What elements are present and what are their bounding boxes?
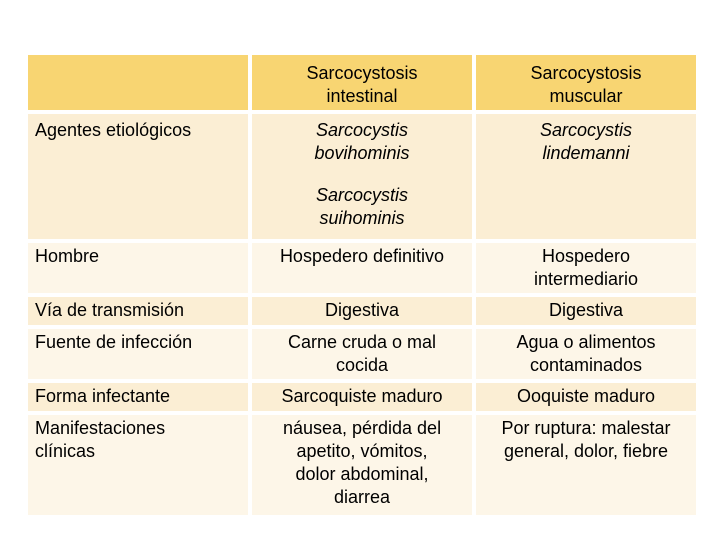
forma-int-line1: Sarcoquiste maduro [281,386,443,406]
header-muscular [476,55,696,110]
via-mus-line1: Digestiva [548,300,624,320]
row-fuente-intestinal [252,329,472,379]
row-via-intestinal [252,297,472,325]
row-hombre-label-text: Hombre [35,246,100,266]
row-fuente-label-text: Fuente de infección [35,332,193,352]
manif-mus-line1: Por ruptura: malestar [501,418,671,438]
manif-int-line1: náusea, pérdida del [282,418,442,438]
row-agentes-muscular [476,114,696,239]
fuente-int-line2: cocida [335,355,389,375]
fuente-mus-line2: contaminados [529,355,643,375]
row-agentes-intestinal [252,114,472,239]
row-manif-label-line1: Manifestaciones [35,418,166,438]
header-corner-cell [28,55,248,110]
fuente-int-line1: Carne cruda o mal [287,332,437,352]
agent-int-line1: Sarcocystis [315,120,409,140]
agent-mus-line1: Sarcocystis [539,120,633,140]
header-intestinal-line2: intestinal [326,86,398,106]
hombre-mus-line1: Hospedero [541,246,631,266]
agent-mus-line2: lindemanni [542,143,630,163]
hombre-mus-line2: intermediario [533,269,639,289]
row-forma-muscular [476,383,696,411]
header-intestinal-line1: Sarcocystosis [306,63,418,83]
row-forma-label-text: Forma infectante [35,386,171,406]
manif-int-line3: dolor abdominal, [295,464,429,484]
row-manif-muscular [476,415,696,515]
agent-int-spacer [252,165,472,184]
row-agentes-label-text: Agentes etiológicos [35,120,192,140]
row-via-muscular [476,297,696,325]
row-manif-label [28,415,248,515]
via-int-line1: Digestiva [324,300,400,320]
row-manif-intestinal [252,415,472,515]
forma-mus-line1: Ooquiste maduro [516,386,656,406]
header-muscular-line2: muscular [549,86,623,106]
row-agentes-label [28,114,248,239]
row-via-label [28,297,248,325]
row-forma-intestinal [252,383,472,411]
row-manif-label-line2: clínicas [35,441,96,461]
row-forma-label [28,383,248,411]
manif-int-line4: diarrea [333,487,391,507]
row-hombre-intestinal [252,243,472,293]
header-intestinal [252,55,472,110]
agent-int-line2: bovihominis [314,143,410,163]
agent-int-line4: suihominis [319,208,405,228]
row-via-label-text: Vía de transmisión [35,300,185,320]
agent-int-line3: Sarcocystis [315,185,409,205]
row-hombre-label [28,243,248,293]
row-fuente-label [28,329,248,379]
row-hombre-muscular [476,243,696,293]
header-muscular-line1: Sarcocystosis [530,63,642,83]
fuente-mus-line1: Agua o alimentos [516,332,656,352]
hombre-int-line1: Hospedero definitivo [279,246,445,266]
manif-mus-line2: general, dolor, fiebre [503,441,669,461]
manif-int-line2: apetito, vómitos, [296,441,428,461]
row-fuente-muscular [476,329,696,379]
